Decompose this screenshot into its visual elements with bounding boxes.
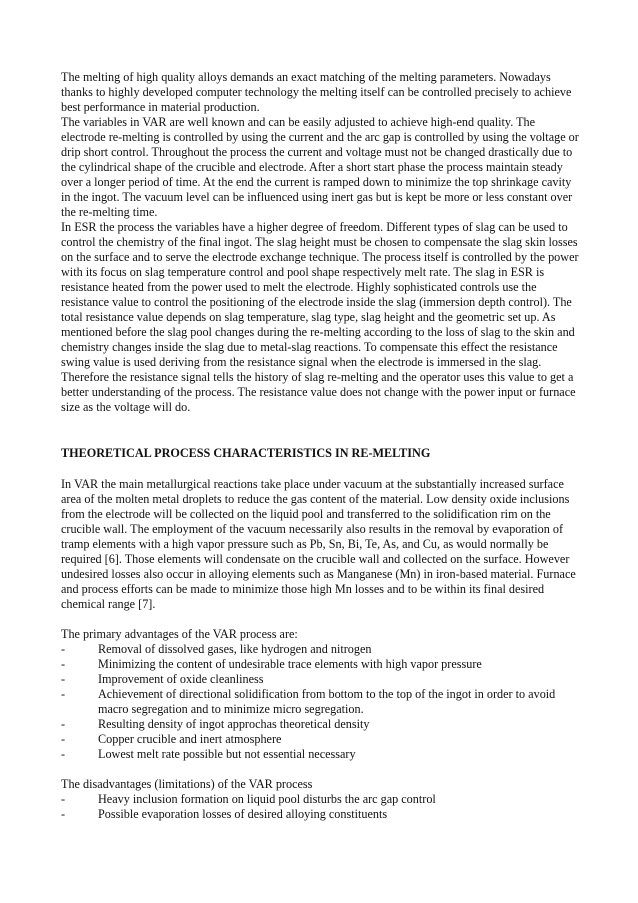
list-item-text: Achievement of directional solidification from bottom to the top of the ingot in order to avoid macro segregation and to minimize micro segregation. [98, 687, 556, 716]
intro-paragraph-2: The variables in VAR are well known and can be easily adjusted to achieve high-end quality. The electrode re-melting is controlled by using the current and the arc gap is controlled by using the voltage or drip short control. Throughout the process the current and voltage must not be changed drastically due to the cylindrical shape of the crucible and electrode. After a short start phase the process maintain steady over a longer period of time. At the end the current is ramped down to minimize the top shrinkage cavity in the ingot. The vacuum level can be influenced using inert gas but is kept be more or less constant over the re-melting time. [61, 115, 579, 219]
intro-paragraph-3: In ESR the process the variables have a higher degree of freedom. Different types of slag can be used to control the chemistry of the final ingot. The slag height must be chosen to compensate the slag skin losses on the surface and to serve the electrode exchange technique. The process itself is controlled by the power with its focus on slag temperature control and pool shape respectively melt rate. The slag in ESR is resistance heated from the power used to melt the electrode. Highly sophisticated controls use the resistance value to control the positioning of the electrode inside the slag (immersion depth control). The total resistance value depends on slag temperature, slag type, slag height and the geometric set up. As mentioned before the slag pool changes during the re-melting according to the loss of slag to the skin and chemistry changes inside the slag due to metal-slag reactions. To compensate this effect the resistance swing value is used deriving from the resistance signal when the electrode is immersed in the slag. Therefore the resistance signal tells the history of slag re-melting and the operator uses this value to get a better understanding of the process. The resistance value does not change with the power input or furnace size as the voltage will do. [61, 220, 579, 414]
list-item [61, 642, 581, 657]
list-item [61, 792, 581, 807]
bullet-marker: - [61, 807, 66, 821]
list-item [61, 747, 581, 762]
disadvantages-title: The disadvantages (limitations) of the VAR process [61, 777, 313, 791]
advantages-list [61, 642, 581, 762]
list-item-text: Removal of dissolved gases, like hydrogen and nitrogen [98, 642, 372, 656]
list-item-text: Heavy inclusion formation on liquid pool disturbs the arc gap control [98, 792, 436, 806]
list-item-text: Improvement of oxide cleanliness [98, 672, 264, 686]
section-heading: THEORETICAL PROCESS CHARACTERISTICS IN RE-MELTING [61, 446, 431, 460]
bullet-marker: - [61, 672, 66, 686]
list-item [61, 717, 581, 732]
document-page [61, 70, 581, 822]
bullet-marker: - [61, 717, 66, 731]
bullet-marker: - [61, 792, 66, 806]
bullet-marker: - [61, 747, 66, 761]
list-item-text: Possible evaporation losses of desired alloying constituents [98, 807, 388, 821]
list-item-text: Resulting density of ingot approchas theoretical density [98, 717, 370, 731]
list-item-text: Copper crucible and inert atmosphere [98, 732, 282, 746]
bullet-marker: - [61, 732, 66, 746]
bullet-marker: - [61, 642, 66, 656]
intro-paragraph-1: The melting of high quality alloys demands an exact matching of the melting parameters. Nowadays thanks to highly developed computer technology the melting itself can be controlled precisely to achieve best performance in material production. [61, 70, 572, 114]
list-item [61, 807, 581, 822]
list-item [61, 687, 581, 717]
list-item [61, 657, 581, 672]
list-item-text: Minimizing the content of undesirable trace elements with high vapor pressure [98, 657, 482, 671]
bullet-marker: - [61, 687, 66, 701]
bullet-marker: - [61, 657, 66, 671]
list-item [61, 672, 581, 687]
section-paragraph-1: In VAR the main metallurgical reactions take place under vacuum at the substantially increased surface area of the molten metal droplets to reduce the gas content of the material. Low density oxide inclusions from the electrode will be collected on the liquid pool and transferred to the solidification rim on the crucible wall. The employment of the vacuum necessarily also results in the removal by evaporation of tramp elements with a high vapor pressure such as Pb, Sn, Bi, Te, As, and Cu, as would normally be required [6]. Those elements will condensate on the crucible wall and collected on the surface. However undesired losses also occur in alloying elements such as Manganese (Mn) in iron-based material. Furnace and process efforts can be made to minimize those high Mn losses and to be within its final desired chemical range [7]. [61, 477, 576, 611]
disadvantages-list [61, 792, 581, 822]
advantages-title: The primary advantages of the VAR process are: [61, 627, 298, 641]
list-item-text: Lowest melt rate possible but not essential necessary [98, 747, 356, 761]
list-item [61, 732, 581, 747]
